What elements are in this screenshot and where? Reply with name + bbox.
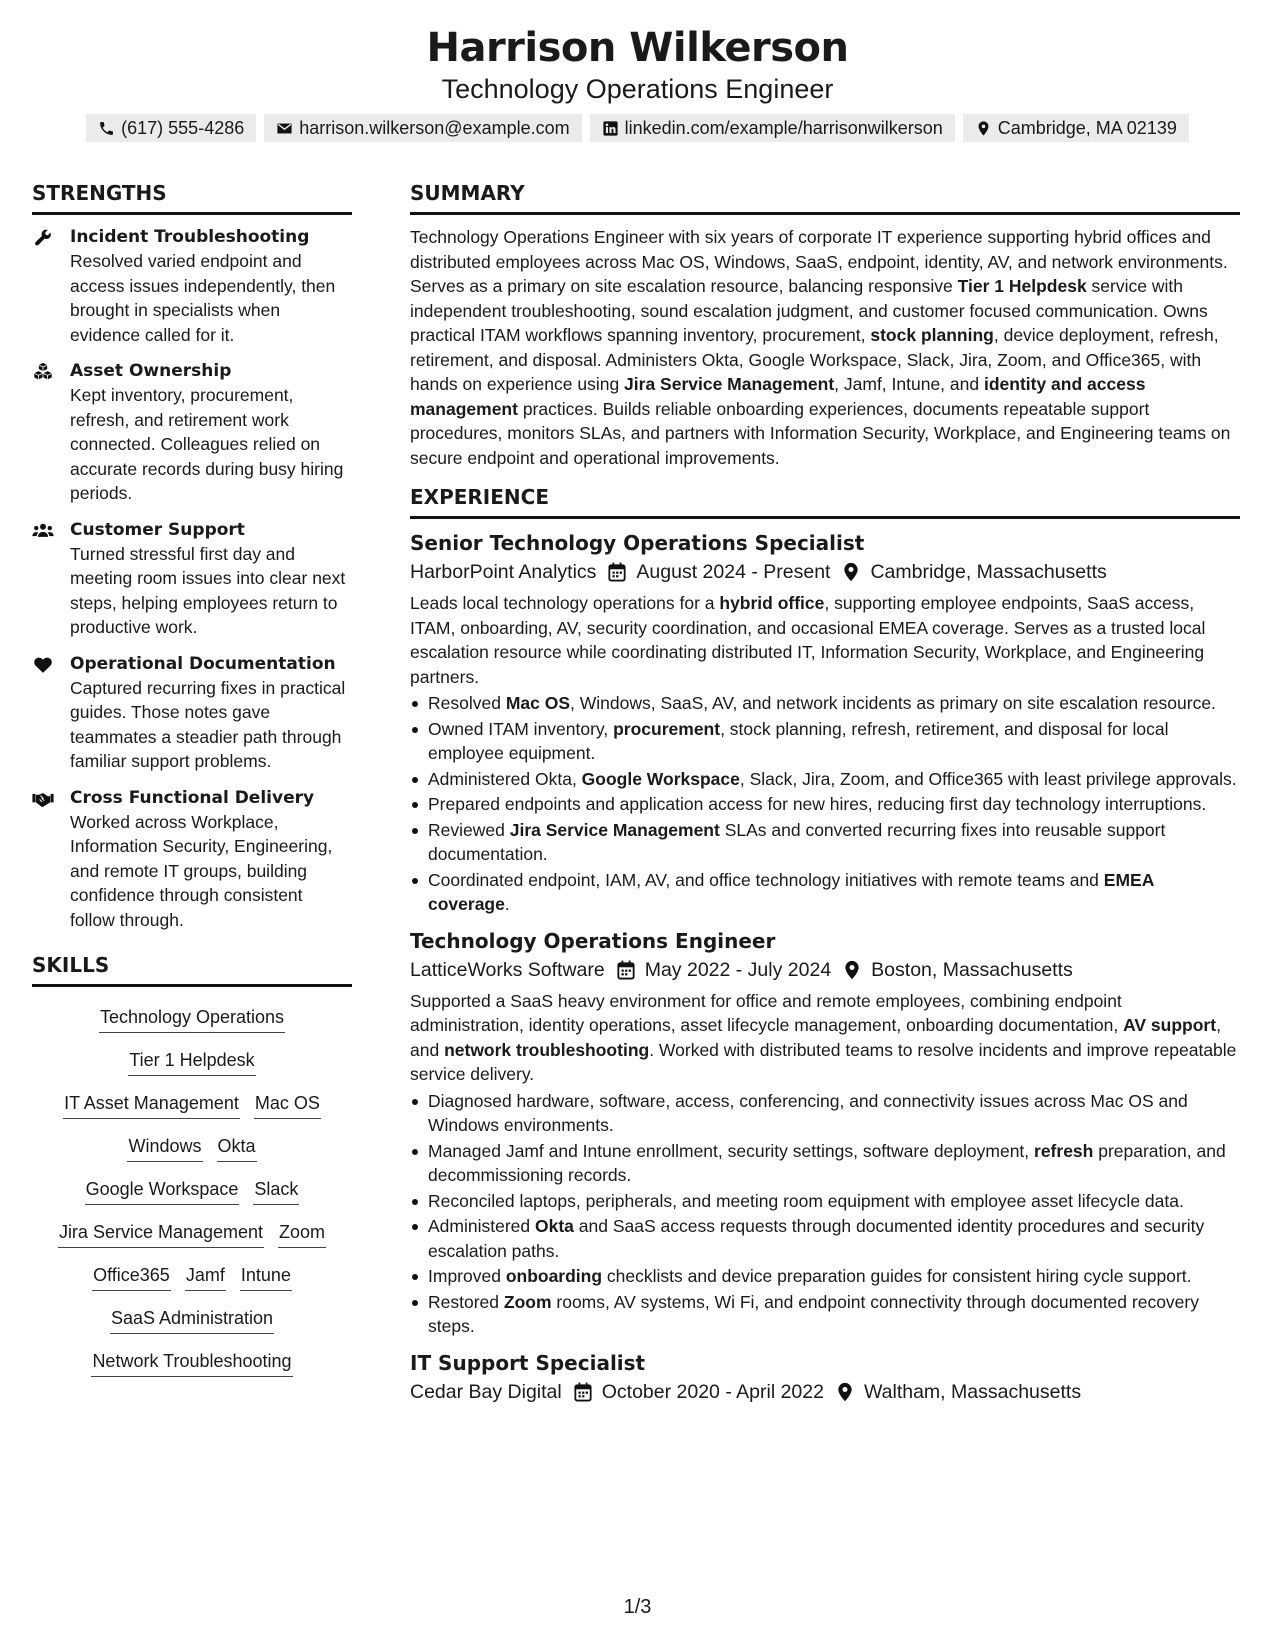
skill-row (32, 1177, 352, 1205)
job-bullets (410, 1089, 1240, 1339)
phone-icon (98, 120, 115, 137)
text-run: Restored (428, 1291, 504, 1312)
text-run: Supported a SaaS heavy environment for office and remote employees, combining endpoint administration, identity operations, asset lifecycle management, onboarding documentation, (410, 990, 1124, 1035)
bullet-item (410, 792, 1240, 817)
text-run: Administered Okta, (428, 768, 582, 789)
skill-tag: Intune (240, 1263, 292, 1291)
job-dates-text: August 2024 - Present (636, 561, 831, 583)
job-location (843, 955, 1073, 985)
contact-email[interactable] (264, 114, 581, 142)
text-run: , Windows, SaaS, AV, and network incidents as primary on site escalation resource. (570, 693, 1216, 713)
bullet-item (410, 767, 1240, 792)
bold-text: procurement (613, 718, 721, 739)
strengths-heading: STRENGTHS (32, 180, 352, 215)
strength-title: Asset Ownership (70, 361, 232, 381)
skill-tag: Technology Operations (99, 1005, 285, 1033)
calendar-icon (617, 960, 645, 980)
job-description (410, 591, 1240, 689)
cubes-icon (32, 359, 70, 506)
text-run: , Jamf, Intune, and (834, 374, 984, 394)
text-run: Reviewed (428, 819, 510, 840)
text-run: Reconciled laptops, peripherals, and meeting room equipment with employee asset lifecycle data. (428, 1190, 1184, 1211)
text-run: Prepared endpoints and application access for new hires, reducing first day technology interruptions. (428, 794, 1207, 814)
calendar-icon (608, 562, 636, 582)
skill-row (32, 1306, 352, 1334)
text-run: , device deployment, refresh, retirement, and disposal. Administers Okta, Google Workspace, Slack, Jira, Zoom, and Office365, with hands on experience using (410, 325, 1219, 394)
bold-text: refresh (1034, 1140, 1094, 1161)
text-run: Resolved (428, 693, 506, 713)
skill-row (32, 1005, 352, 1033)
skill-tag: Google Workspace (85, 1177, 240, 1205)
job-meta (410, 557, 1240, 587)
text-run: . Worked with distributed teams to resolve incidents and improve repeatable service delivery. (410, 1039, 1237, 1084)
text-run: Diagnosed hardware, software, access, conferencing, and connectivity issues across Mac OS and Windows environments. (428, 1090, 1188, 1135)
text-run: and SaaS access requests through documented identity procedures and security escalation paths. (428, 1216, 1205, 1261)
skills-heading: SKILLS (32, 952, 352, 987)
skill-tag: Windows (127, 1134, 202, 1162)
job-location-text: Boston, Massachusetts (871, 958, 1073, 981)
text-run: . (504, 894, 510, 914)
skill-row (32, 1134, 352, 1162)
job-title: Technology Operations Engineer (410, 928, 776, 953)
contact-phone[interactable] (86, 114, 256, 142)
summary-heading: SUMMARY (410, 180, 1240, 215)
job-title: IT Support Specialist (410, 1350, 646, 1375)
job-company: HarborPoint Analytics (410, 561, 597, 583)
strength-item (32, 225, 352, 347)
map-pin-icon (975, 120, 992, 137)
job-dates (617, 955, 831, 985)
bullet-item (410, 1189, 1240, 1214)
experience-heading: EXPERIENCE (410, 484, 1240, 519)
bold-text: Zoom (503, 1291, 552, 1312)
job-dates-text: May 2022 - July 2024 (644, 958, 832, 981)
job-entry (410, 927, 1240, 1339)
text-run: Managed Jamf and Intune enrollment, security settings, software deployment, (428, 1140, 1035, 1161)
text-run: Improved (428, 1266, 506, 1286)
bold-text: Tier 1 Helpdesk (957, 276, 1087, 296)
strength-item (32, 518, 352, 640)
text-run: rooms, AV systems, Wi Fi, and endpoint connectivity through documented recovery steps. (428, 1291, 1199, 1336)
experience-list (410, 529, 1240, 1407)
job-title: Senior Technology Operations Specialist (410, 531, 865, 555)
bold-text: Google Workspace (581, 768, 740, 789)
text-run: Leads local technology operations for a (410, 593, 720, 613)
handshake-icon (32, 786, 70, 933)
map-pin-icon (842, 562, 870, 582)
contact-text: harrison.wilkerson@example.com (299, 118, 570, 138)
bold-text: Jira Service Management (509, 819, 720, 840)
bullet-item (410, 818, 1240, 867)
bold-text: network troubleshooting (444, 1039, 650, 1060)
candidate-name: Harrison Wilkerson (426, 25, 849, 71)
skill-tag: Office365 (92, 1263, 171, 1291)
strength-title: Incident Troubleshooting (70, 227, 310, 247)
job-company: Cedar Bay Digital (410, 1380, 562, 1403)
strength-item (32, 359, 352, 506)
bullet-item (410, 868, 1240, 917)
strength-desc: Resolved varied endpoint and access issues independently, then brought in specialists when evidence called for it. (70, 251, 336, 345)
strength-title: Operational Documentation (70, 653, 336, 674)
text-run: Technology Operations Engineer with six years of corporate IT experience supporting hybrid offices and distributed employees across Mac OS, Windows, SaaS, endpoint, identity, AV, and network environments. Serves as a primary on site escalation resource, balancing responsive (410, 227, 1228, 296)
job-meta (410, 1377, 1240, 1407)
skills-list (32, 997, 352, 1377)
map-pin-icon (843, 960, 871, 980)
linkedin-icon (602, 120, 619, 137)
skill-row (32, 1048, 352, 1076)
bold-text: identity and access management (410, 374, 1146, 419)
left-column (32, 180, 352, 1417)
strength-title: Customer Support (70, 519, 245, 540)
skill-tag: Tier 1 Helpdesk (128, 1048, 255, 1076)
text-run: Coordinated endpoint, IAM, AV, and office technology initiatives with remote teams and (428, 869, 1104, 890)
text-run: , stock planning, refresh, retirement, and disposal for local employee equipment. (428, 718, 1169, 763)
strength-desc: Kept inventory, procurement, refresh, and retirement work connected. Colleagues relied on accurate records during busy hiring periods. (70, 385, 344, 503)
bold-text: stock planning (870, 325, 994, 345)
right-column (410, 180, 1240, 1417)
text-run: SLAs and converted recurring fixes into reusable support documentation. (428, 819, 1166, 864)
skill-tag: Okta (217, 1134, 257, 1162)
resume-body (32, 180, 1243, 1417)
bullet-item (410, 1089, 1240, 1138)
bullet-item (410, 1139, 1240, 1188)
users-icon (32, 518, 70, 640)
bullet-item (410, 691, 1240, 716)
job-description (410, 989, 1240, 1087)
job-location-text: Cambridge, Massachusetts (870, 561, 1107, 583)
bold-text: EMEA coverage (428, 869, 1154, 914)
contact-linkedin[interactable] (590, 114, 955, 142)
skill-tag: Jira Service Management (58, 1220, 264, 1248)
skill-row (32, 1220, 352, 1248)
skill-tag: Zoom (278, 1220, 326, 1248)
skill-tag: Network Troubleshooting (91, 1349, 292, 1377)
bold-text: Jira Service Management (624, 374, 835, 394)
job-company: LatticeWorks Software (410, 958, 605, 981)
strength-item (32, 652, 352, 774)
skill-row (32, 1349, 352, 1377)
skill-row (32, 1091, 352, 1119)
text-run: checklists and device preparation guides for consistent hiring cycle support. (602, 1266, 1192, 1286)
bullet-item (410, 717, 1240, 766)
bold-text: hybrid office (719, 593, 825, 613)
bold-text: Okta (535, 1216, 574, 1236)
wrench-icon (32, 225, 70, 347)
skill-tag: Slack (253, 1177, 299, 1205)
skill-tag: SaaS Administration (110, 1306, 274, 1334)
skill-tag: Jamf (185, 1263, 226, 1291)
job-entry (410, 1349, 1240, 1407)
map-pin-icon (836, 1382, 864, 1402)
text-run: , and (410, 1015, 1221, 1060)
bullet-item (410, 1290, 1240, 1339)
envelope-icon (276, 120, 293, 137)
text-run: Administered (428, 1216, 535, 1236)
strength-desc: Turned stressful first day and meeting room issues into clear next steps, helping employees return to productive work. (70, 543, 346, 637)
skill-tag: Mac OS (254, 1091, 321, 1119)
text-run: , supporting employee endpoints, SaaS access, ITAM, onboarding, AV, security coordination, and occasional EMEA coverage. Serves as a trusted local escalation resource while coordinating distributed IT, Information Security, Workplace, and Engineering partners. (410, 593, 1206, 687)
job-location (842, 557, 1106, 587)
text-run: service with independent troubleshooting, sound escalation judgment, and customer focused communication. Owns practical ITAM workflows spanning inventory, procurement, (410, 276, 1208, 345)
page-number: 1/3 (623, 1596, 652, 1618)
heart-icon (32, 652, 70, 774)
contact-row (0, 114, 1275, 142)
strength-title: Cross Functional Delivery (70, 787, 315, 808)
job-location (836, 1377, 1081, 1407)
summary-text (410, 225, 1240, 470)
text-run: Owned ITAM inventory, (428, 718, 614, 739)
bullet-item (410, 1214, 1240, 1263)
text-run: , Slack, Jira, Zoom, and Office365 with least privilege approvals. (739, 768, 1237, 789)
contact-location (963, 114, 1189, 142)
job-bullets (410, 691, 1240, 917)
bold-text: onboarding (505, 1266, 603, 1286)
text-run: preparation, and decommissioning records. (428, 1140, 1226, 1185)
job-dates (608, 557, 830, 587)
job-dates-text: October 2020 - April 2022 (601, 1380, 824, 1403)
strength-item (32, 786, 352, 933)
calendar-icon (574, 1382, 602, 1402)
bold-text: Mac OS (505, 693, 571, 713)
resume-header (0, 0, 1275, 142)
bullet-item (410, 1264, 1240, 1289)
contact-text: (617) 555-4286 (121, 118, 245, 138)
strength-desc: Captured recurring fixes in practical guides. Those notes gave teammates a steadier path through familiar support problems. (70, 677, 346, 771)
skill-row (32, 1263, 352, 1291)
candidate-role: Technology Operations Engineer (441, 74, 834, 104)
strength-desc: Worked across Workplace, Information Security, Engineering, and remote IT groups, building confidence through consistent follow through. (70, 811, 333, 930)
skill-tag: IT Asset Management (63, 1091, 240, 1119)
bold-text: AV support (1123, 1015, 1217, 1035)
job-entry (410, 529, 1240, 917)
contact-text: linkedin.com/example/harrisonwilkerson (624, 118, 943, 138)
job-meta (410, 955, 1240, 985)
job-dates (574, 1377, 824, 1407)
job-location-text: Waltham, Massachusetts (863, 1380, 1082, 1403)
contact-text: Cambridge, MA 02139 (997, 118, 1177, 138)
text-run: practices. Builds reliable onboarding experiences, documents repeatable support procedures, monitors SLAs, and partners with Information Security, Workplace, and Engineering teams on secure endpoint and operational improvements. (410, 398, 1231, 468)
